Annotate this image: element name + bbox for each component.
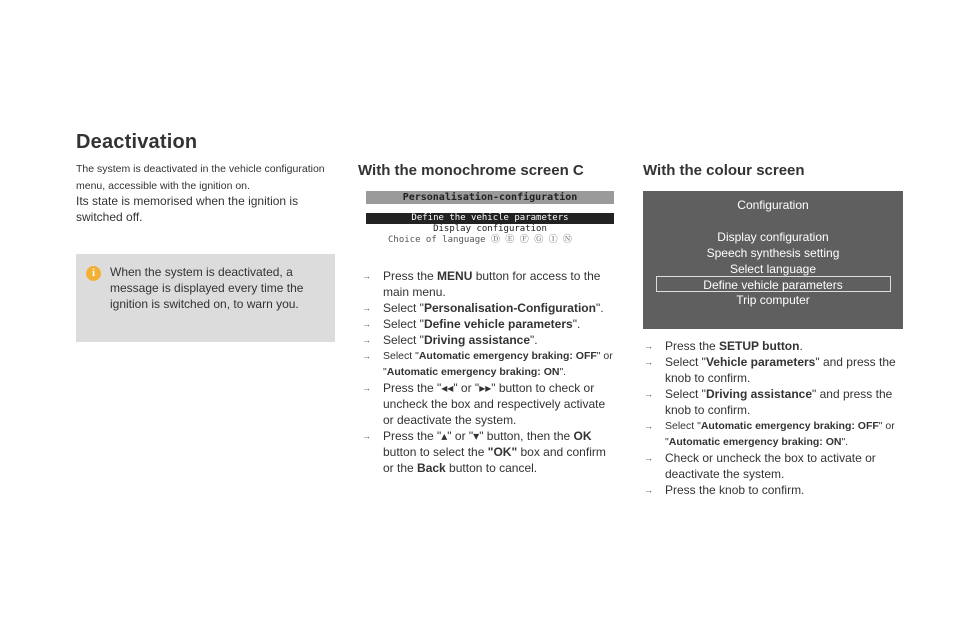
list-item: → Check or uncheck the box to activate or deactivate the system.	[644, 450, 906, 482]
list-item: → Select "Driving assistance" and press the knob to confirm.	[644, 386, 906, 418]
mono-menu-item: Choice of language Ⓓ Ⓔ Ⓕ Ⓖ Ⓘ Ⓝ	[388, 235, 573, 245]
colour-steps-list	[644, 338, 906, 498]
colour-menu-item: Select language	[729, 262, 817, 276]
list-item: → Press the knob to confirm.	[644, 482, 906, 498]
list-item: → Select "Driving assistance".	[362, 332, 614, 348]
list-item: → Select "Define vehicle parameters".	[362, 316, 614, 332]
intro-body-text: Its state is memorised when the ignition is switched off.	[76, 194, 299, 224]
colour-screen	[643, 191, 903, 329]
list-item: → Select "Vehicle parameters" and press the knob to confirm.	[644, 354, 906, 386]
list-item: → Select "Personalisation-Configuration".	[362, 300, 614, 316]
colour-selected-item: Define vehicle parameters	[703, 278, 843, 292]
list-item: → Select "Automatic emergency braking: OFF" or "Automatic emergency braking: ON".	[644, 418, 906, 450]
mono-selected-item: Define the vehicle parameters	[411, 213, 569, 223]
colour-menu-item: Speech synthesis setting	[706, 246, 840, 260]
info-icon: i	[86, 266, 101, 281]
list-item: → Select "Automatic emergency braking: OFF" or "Automatic emergency braking: ON".	[362, 348, 614, 380]
section-title: Deactivation	[76, 131, 198, 153]
colour-heading: With the colour screen	[643, 162, 805, 179]
colour-menu-item: Display configuration	[717, 230, 829, 244]
mono-steps-list	[362, 268, 614, 476]
mono-menu-item: Display configuration	[433, 224, 547, 234]
info-note	[76, 254, 335, 342]
list-item: → Press the "◂◂" or "▸▸" button to check or uncheck the box and respectively activate or deactivate the system.	[362, 380, 614, 428]
mono-screen-title: Personalisation-configuration	[402, 192, 578, 203]
intro-small-text: The system is deactivated in the vehicle configuration menu, accessible with the ignition on.	[76, 163, 325, 192]
mono-heading: With the monochrome screen C	[358, 162, 584, 179]
list-item: → Press the MENU button for access to the main menu.	[362, 268, 614, 300]
list-item: → Press the "▴" or "▾" button, then the OK button to select the "OK" box and confirm or the Back button to cancel.	[362, 428, 614, 476]
list-item: → Press the SETUP button.	[644, 338, 906, 354]
colour-menu-item: Trip computer	[736, 293, 810, 307]
colour-screen-title: Configuration	[737, 198, 809, 212]
monochrome-screen	[366, 191, 614, 253]
info-note-text: When the system is deactivated, a message is displayed every time the ignition is switched on, to warn you.	[110, 265, 304, 311]
